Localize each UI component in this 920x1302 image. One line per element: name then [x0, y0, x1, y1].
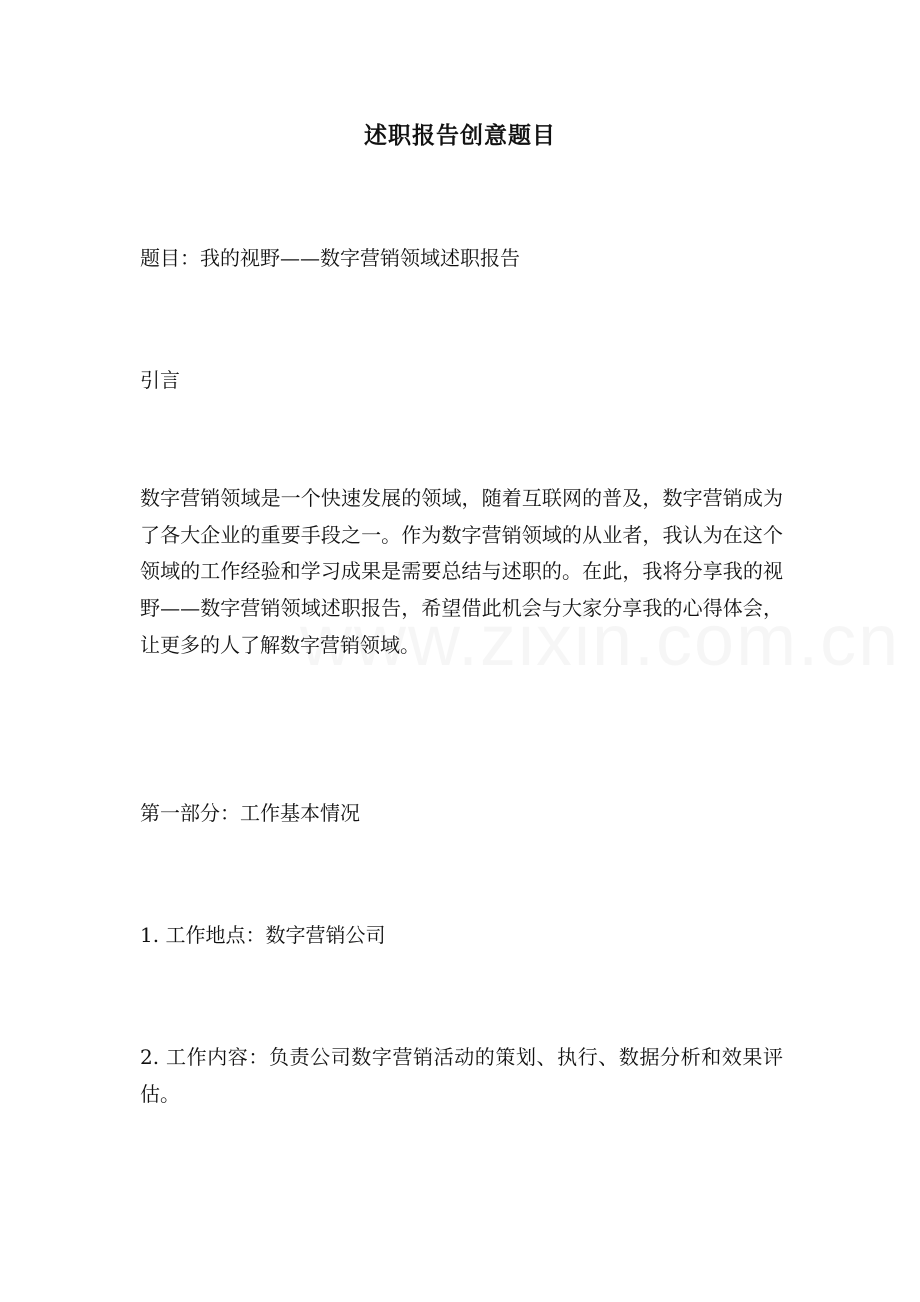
- list-item-work-content: 2. 工作内容：负责公司数字营销活动的策划、执行、数据分析和效果评估。: [140, 1045, 783, 1106]
- intro-heading: 引言: [140, 368, 180, 392]
- section1-heading: 第一部分：工作基本情况: [140, 801, 360, 825]
- document-title: 述职报告创意题目: [364, 122, 556, 149]
- subject-line: 题目：我的视野——数字营销领域述职报告: [140, 246, 520, 270]
- list-item-work-location: 1. 工作地点：数字营销公司: [140, 923, 386, 947]
- intro-paragraph: 数字营销领域是一个快速发展的领域，随着互联网的普及，数字营销成为了各大企业的重要手段之一。作为数字营销领域的从业者，我认为在这个领域的工作经验和学习成果是需要总结与述职的。在此，我将分享我的视野——数字营销领域述职报告，希望借此机会与大家分享我的心得体会，让更多的人了解数字营销领域。: [140, 486, 783, 657]
